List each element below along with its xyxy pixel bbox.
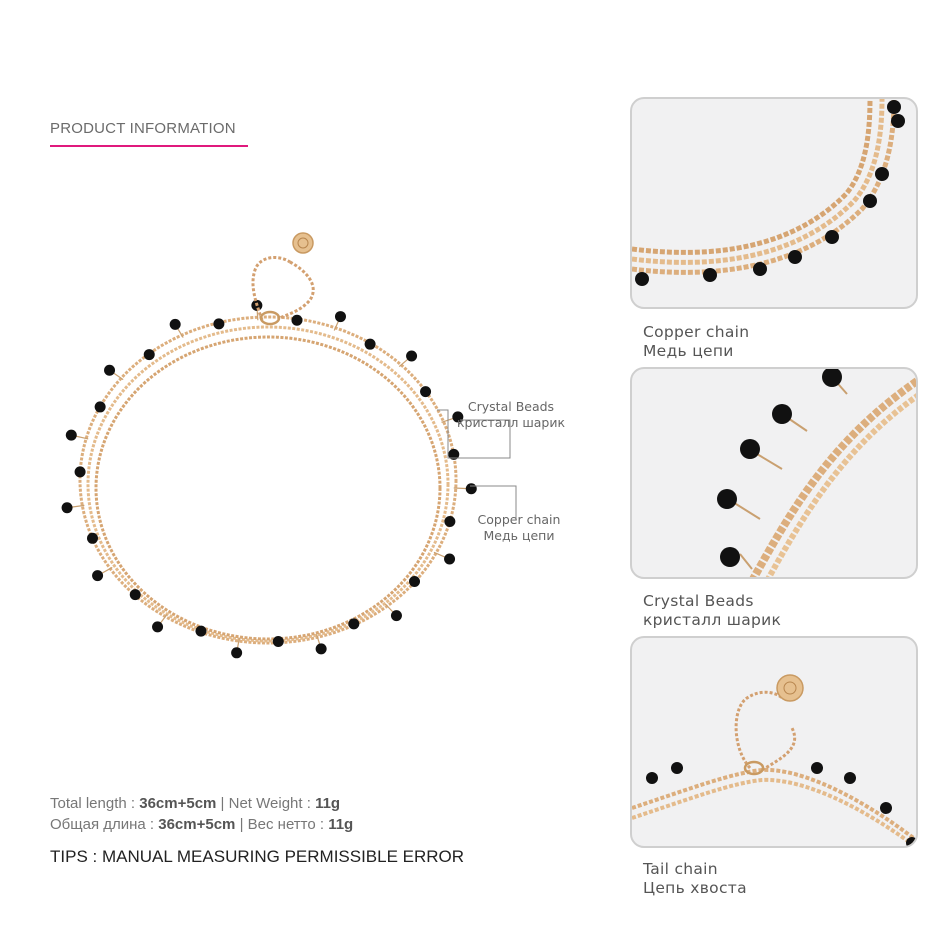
label-ru: кристалл шарик (643, 611, 782, 629)
callout-crystal-beads (450, 399, 572, 431)
crystal-bead (365, 339, 376, 350)
page-title: PRODUCT INFORMATION (50, 120, 236, 137)
callout-ru: кристалл шарик (456, 415, 566, 430)
callout-en: Copper chain (477, 512, 561, 527)
crystal-bead (75, 466, 86, 477)
weight-label: Net Weight : (228, 795, 316, 812)
chain-strand (96, 337, 440, 639)
crystal-bead (409, 576, 420, 587)
crystal-bead (385, 604, 402, 621)
title-underline (50, 145, 248, 147)
spec-line-en (50, 795, 340, 812)
weight-label: Вес нетто : (247, 816, 329, 833)
crystal-bead (92, 567, 112, 581)
label-ru: Медь цепи (643, 342, 734, 360)
label-ru: Цепь хвоста (643, 879, 747, 897)
length-label: Total length : (50, 795, 140, 812)
label-en: Copper chain (643, 323, 750, 341)
crystal-bead (95, 401, 106, 412)
crystal-beads-closeup (632, 369, 918, 579)
detail-panel-crystal-beads (630, 367, 918, 579)
length-value: 36cm+5cm (139, 795, 217, 812)
length-label: Общая длина : (50, 816, 159, 833)
crystal-bead (152, 614, 167, 632)
callout-ru: Медь цепи (483, 528, 555, 543)
crystal-bead (66, 430, 88, 441)
detail-panel-tail-chain (630, 636, 918, 848)
crystal-bead (434, 552, 455, 564)
length-value: 36cm+5cm (158, 816, 236, 833)
crystal-bead (348, 618, 359, 629)
crystal-bead (170, 319, 183, 338)
label-en: Crystal Beads (643, 592, 754, 610)
crystal-bead (195, 626, 206, 637)
panel-label-tail-chain (643, 860, 747, 898)
separator: | (235, 816, 248, 833)
crystal-bead (87, 533, 98, 544)
callout-en: Crystal Beads (467, 399, 555, 414)
anklet-illustration (0, 200, 600, 680)
crystal-bead (213, 318, 224, 329)
crystal-bead (104, 365, 123, 380)
callout-copper-chain (462, 512, 576, 544)
spec-line-ru (50, 816, 353, 833)
clasp-extension (253, 233, 313, 324)
panel-label-copper-chain (643, 323, 749, 361)
charm-tag (293, 233, 313, 253)
copper-chain-closeup (632, 99, 918, 309)
crystal-beads (62, 300, 477, 658)
crystal-bead (444, 516, 455, 527)
chain-strand (88, 327, 448, 641)
label-en: Tail chain (643, 860, 718, 878)
tail-chain-closeup (632, 638, 918, 848)
tips-note: TIPS : MANUAL MEASURING PERMISSIBLE ERROR (50, 847, 465, 866)
crystal-bead (130, 589, 141, 600)
weight-value: 11g (328, 816, 354, 833)
detail-panel-copper-chain (630, 97, 918, 309)
crystal-bead (334, 311, 346, 330)
crystal-bead (420, 386, 431, 397)
panel-label-crystal-beads (643, 592, 781, 630)
separator: | (216, 795, 229, 812)
crystal-bead (399, 351, 417, 367)
crystal-bead (291, 315, 302, 326)
crystal-bead (144, 349, 155, 360)
crystal-bead (273, 636, 284, 647)
weight-value: 11g (315, 795, 341, 812)
